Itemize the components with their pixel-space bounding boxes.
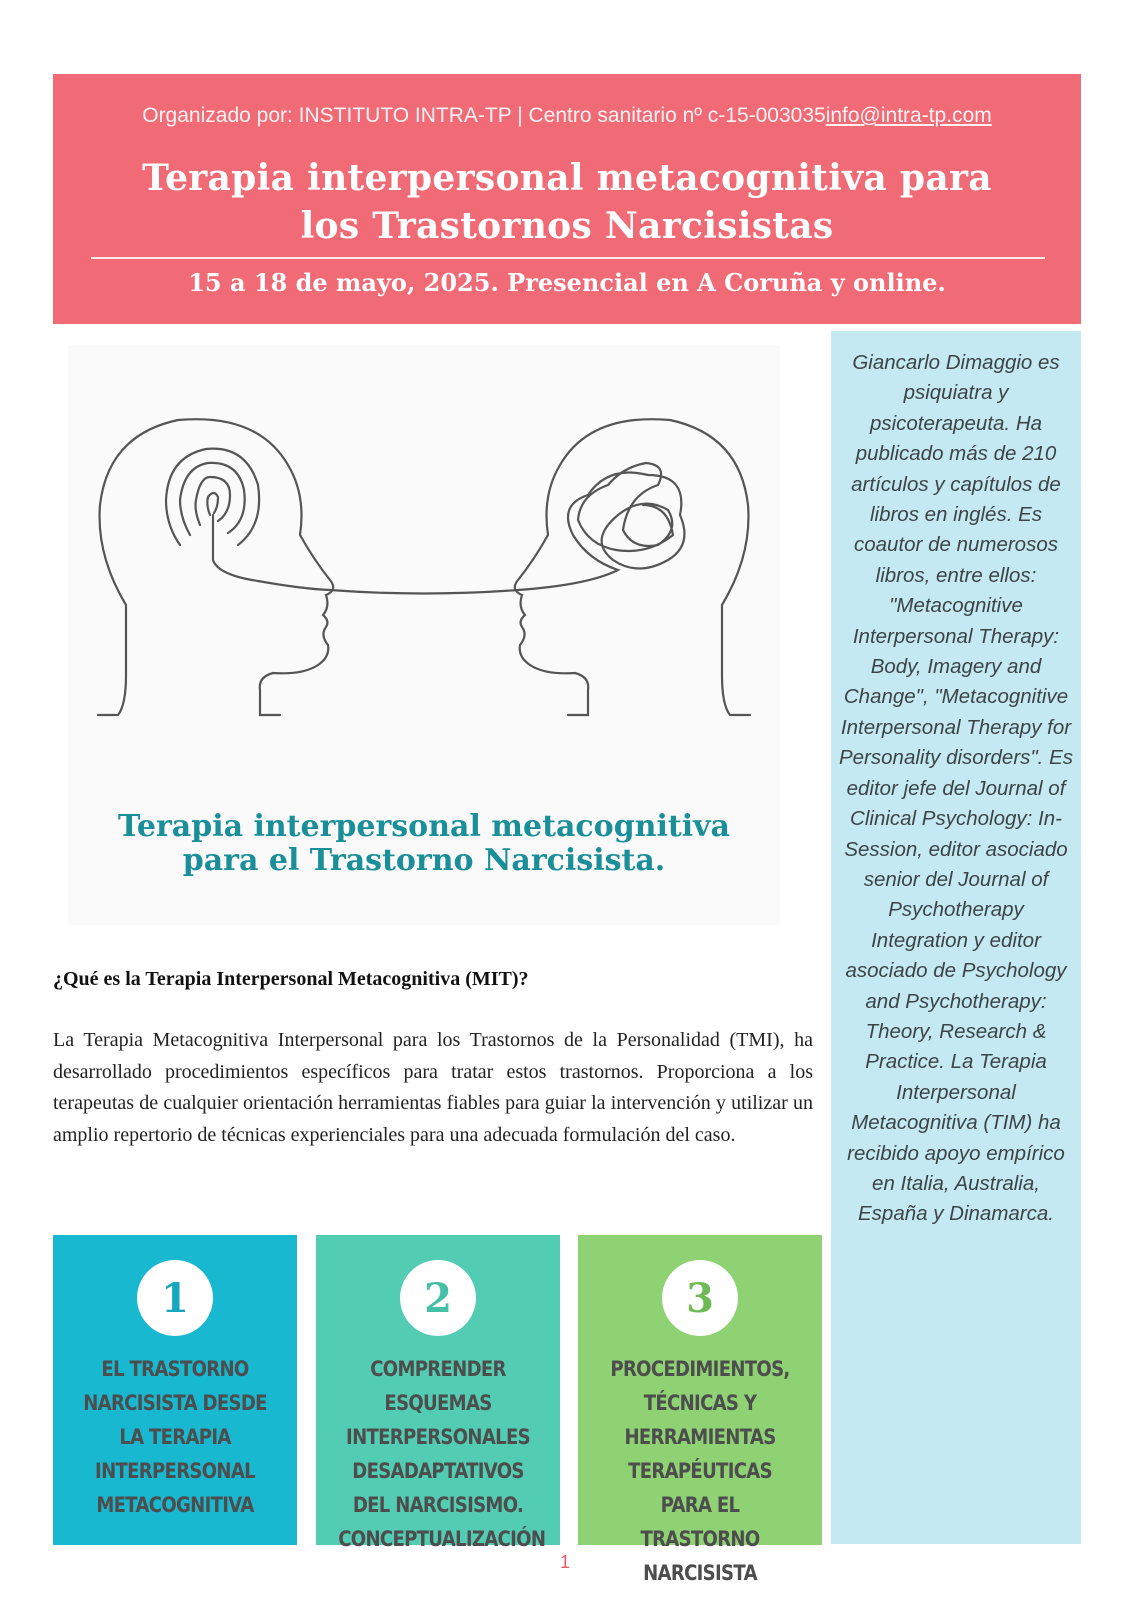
- topic-card-2: [316, 1235, 560, 1551]
- number-badge: 3: [662, 1260, 738, 1336]
- section-heading: ¿Qué es la Terapia Interpersonal Metacognitiva (MIT)?: [53, 968, 529, 990]
- event-dates: 15 a 18 de mayo, 2025. Presencial en A Coruña y online.: [188, 268, 946, 297]
- title-line-2: los Trastornos Narcisistas: [300, 205, 834, 247]
- card-text: COMPRENDER ESQUEMAS INTERPERSONALES DESADAPTATIVOS DEL NARCISISMO. CONCEPTUALIZACIÓN: [338, 1357, 546, 1551]
- email-link[interactable]: info@intra-tp.com: [825, 104, 992, 127]
- speaker-bio: Giancarlo Dimaggio es psiquiatra y psicoterapeuta. Ha publicado más de 210 artículos y capítulos de libros en inglés. Es coautor de numerosos libros, entre ellos: "Metacognitive Interpersonal Therapy: Body, Imagery and Change", "Metacognitive Interpersonal Therapy for Personality disorders". Es editor jefe del Journal of Clinical Psychology: In-Session, editor asociado senior del Journal of Psychotherapy Integration y editor asociado de Psychology and Psychotherapy: Theory, Research & Practice. La Terapia Interpersonal Metacognitiva (TIM) ha recibido apoyo empírico en Italia, Australia, España y Dinamarca.: [838, 351, 1073, 1226]
- section-paragraph: La Terapia Metacognitiva Interpersonal para los Trastornos de la Personalidad (TMI), ha desarrollado procedimientos específicos para tratar estos trastornos. Proporciona a los terapeutas de cualquier orientación herramientas fiables para guiar la intervención y utilizar un amplio repertorio de técnicas experienciales para una adecuada formulación del caso.: [53, 1029, 813, 1146]
- event-title: [53, 154, 1081, 250]
- event-header: [53, 74, 1081, 324]
- topic-card-1: [53, 1235, 297, 1545]
- number-badge: 1: [137, 1260, 213, 1336]
- caption-line-1: Terapia interpersonal metacognitiva: [118, 809, 730, 844]
- heads-illustration: [68, 345, 780, 925]
- topic-card-3: [578, 1235, 822, 1585]
- card-text: PROCEDIMIENTOS, TÉCNICAS Y HERRAMIENTAS TERAPÉUTICAS PARA EL TRASTORNO NARCISISTA: [610, 1357, 790, 1585]
- number-badge: 2: [400, 1260, 476, 1336]
- title-line-1: Terapia interpersonal metacognitiva para: [142, 157, 992, 199]
- illustration-caption: [68, 810, 780, 878]
- two-heads-icon: [68, 345, 780, 785]
- speaker-bio-sidebar: [831, 331, 1081, 1544]
- header-divider: [91, 257, 1045, 259]
- organizer-line: [53, 104, 1081, 128]
- page-number: 1: [560, 1552, 571, 1572]
- organizer-text: Organizado por: INSTITUTO INTRA-TP | Centro sanitario nº c-15-003035: [142, 104, 826, 127]
- card-text: EL TRASTORNO NARCISISTA DESDE LA TERAPIA INTERPERSONAL METACOGNITIVA: [83, 1357, 267, 1517]
- caption-line-2: para el Trastorno Narcisista.: [182, 843, 666, 878]
